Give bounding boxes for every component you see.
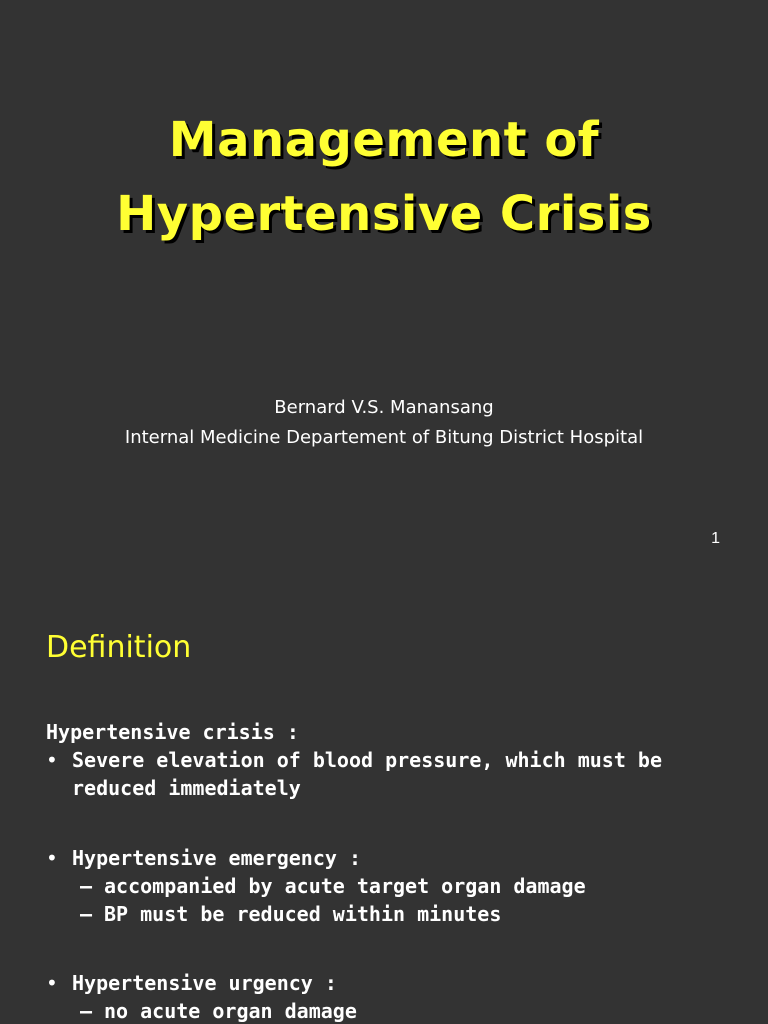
dash-icon: – [80, 902, 93, 926]
definition-heading: Definition [46, 630, 192, 665]
slide-title-line-1: Management of [168, 112, 600, 168]
page-number: 1 [711, 530, 720, 547]
bullet-1-line-2: reduced immediately [72, 776, 301, 800]
bullet-icon: • [46, 748, 58, 772]
slide-title-line-2: Hypertensive Crisis [116, 186, 652, 242]
bullet-2-subitem-1: accompanied by acute target organ damage [104, 874, 586, 898]
dash-icon: – [80, 874, 93, 898]
bullet-icon: • [46, 971, 58, 995]
author-affiliation: Internal Medicine Departement of Bitung District Hospital [124, 427, 644, 448]
bullet-3-label: Hypertensive urgency : [72, 971, 337, 995]
dash-icon: – [80, 999, 93, 1023]
definition-slide [0, 576, 768, 1024]
intro-text: Hypertensive crisis : [46, 720, 299, 744]
author-name: Bernard V.S. Manansang [274, 397, 494, 418]
bullet-2-label: Hypertensive emergency : [72, 846, 361, 870]
bullet-3-subitem-1: no acute organ damage [104, 999, 357, 1023]
bullet-2-subitem-2: BP must be reduced within minutes [104, 902, 502, 926]
bullet-icon: • [46, 846, 58, 870]
bullet-1-line-1: Severe elevation of blood pressure, which must be [72, 748, 663, 772]
